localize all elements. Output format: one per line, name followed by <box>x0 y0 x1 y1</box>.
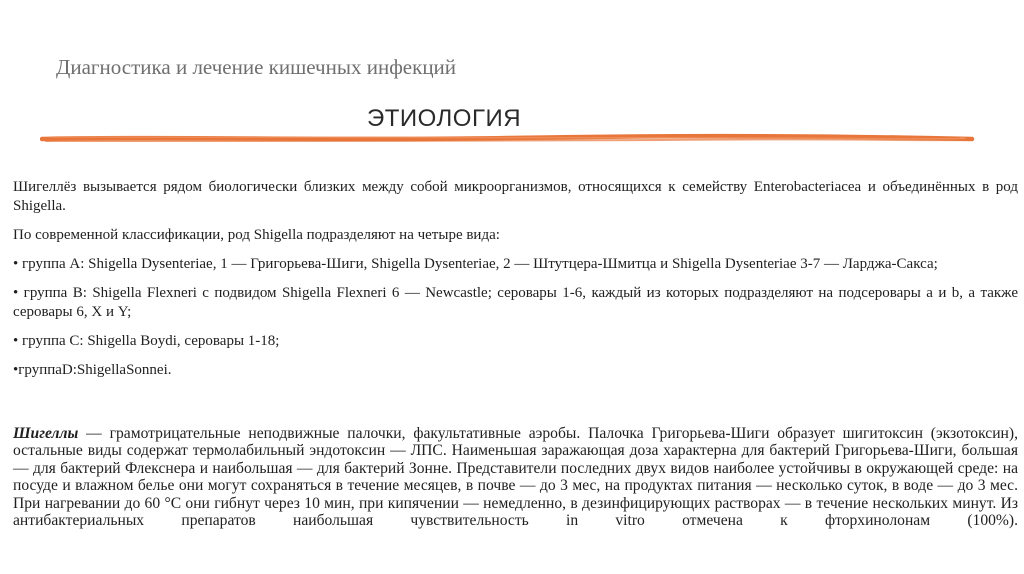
section-title: ЭТИОЛОГИЯ <box>367 105 522 132</box>
intro-paragraph: Шигеллёз вызывается рядом биологически близких между собой микроорганизмов, относящихся к семейству Enterobacteriacea и объединённых в род Shigella. <box>13 179 1018 214</box>
group-a-item: • группа A: Shigella Dysenteriae, 1 — Григорьева-Шиги, Shigella Dysenteriae, 2 — Штутцера-Шмитца и Shigella Dysenteriae 3-7 — Ларджа-Сакса; <box>13 256 938 272</box>
description-body: — грамотрицательные неподвижные палочки, факультативные аэробы. Палочка Григорьева-Шиги образует шигитоксин (экзотоксин), остальные виды содержат термолабильный эндотоксин — ЛПС. Наименьшая заражающая доза характерна для бактерий Григорьева-Шиги, большая — для бактерий Флекснера и наибольшая — для бактерий Зонне. Представители последних двух видов наиболее устойчивы в окружающей среде: на посуде и влажном белье они могут сохраняться в течение месяцев, в почве — до 3 мес, на продуктах питания — несколько суток, в воде — до 3 мес. При нагревании до 60 °С они гибнут через 10 мин, при кипячении — немедленно, в дезинфицирующих растворах — в течение нескольких минут. Из антибактериальных препаратов наибольшая чувствительность in vitro отмечена к фторхинолонам (100%). <box>13 425 1018 530</box>
group-d-item: •группаD:ShigellaSonnei. <box>13 362 172 378</box>
group-c-item: • группа C: Shigella Boydi, серовары 1-18; <box>13 333 280 349</box>
classification-paragraph: По современной классификации, род Shigella подразделяют на четыре вида: <box>13 227 500 243</box>
group-b-item: • группа B: Shigella Flexneri с подвидом Shigella Flexneri 6 — Newcastle; серовары 1-6, каждый из которых подразделяют на подсеровары a и b, а также серовары 6, X и Y; <box>13 285 1018 320</box>
description-term: Шигеллы <box>13 425 79 442</box>
description-paragraph <box>13 425 1018 529</box>
intro-block <box>13 178 1018 390</box>
brush-stroke-divider <box>40 132 975 146</box>
presentation-title: Диагностика и лечение кишечных инфекций <box>56 55 457 79</box>
